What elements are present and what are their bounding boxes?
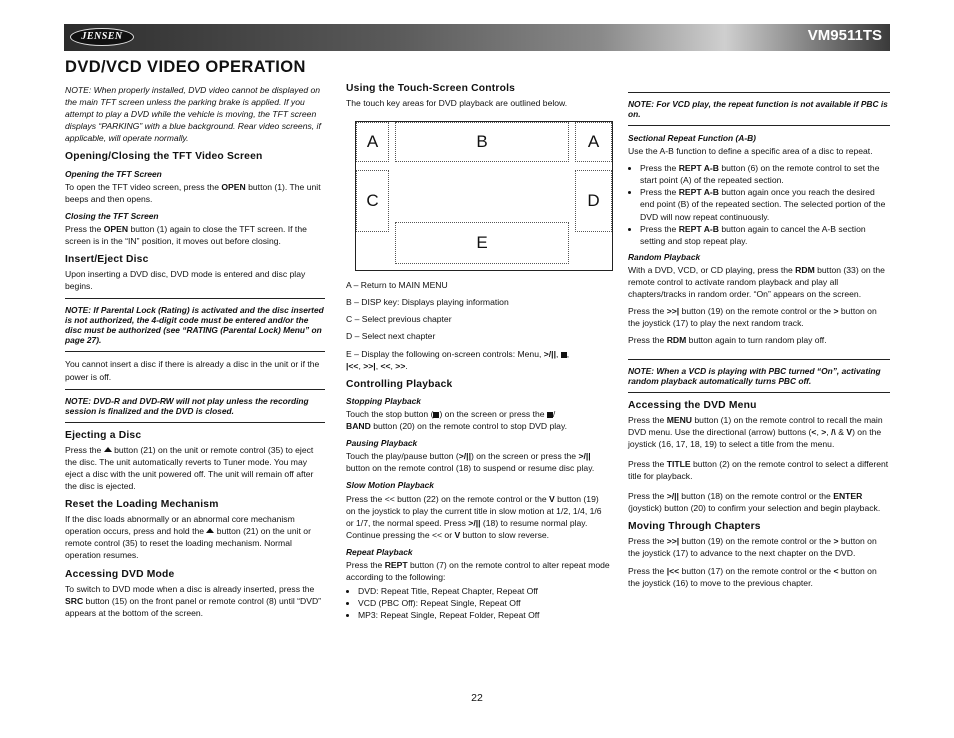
subheading-slow-motion: Slow Motion Playback [346, 480, 434, 491]
note-vcd: NOTE: For VCD play, the repeat function is not available if PBC is on. [628, 99, 888, 119]
paragraph-enter: Press the >/|| button (18) on the remote control or the ENTER (joystick) button (20) to confirm your selection and begin playback. [628, 491, 881, 514]
paragraph-opening: To open the TFT video screen, press the OPEN button (1). The unit beeps and then opens. [65, 181, 321, 204]
paragraph-stop: Touch the stop button ( ) on the screen or press the / BAND button (20) on the remote control to stop DVD play. [346, 408, 567, 432]
intro-note: NOTE: When properly installed, DVD video cannot be displayed on the main TFT screen unless the parking brake is applied. If you attempt to play a DVD while the vehicle is moving, the TFT screen displays “PARKING” with a blue background. Rear video screens, if applicable, will operate normally. [65, 85, 321, 144]
paragraph-access: To switch to DVD mode when a disc is already inserted, press the SRC button (15) on the front panel or remote control (8) until “DVD” appears at the bottom of the screen. [65, 583, 322, 618]
legend-d: D – Select next chapter [346, 331, 436, 342]
header-bar [64, 24, 890, 51]
column-3 [628, 90, 890, 594]
divider [628, 392, 890, 393]
paragraph-ejecting: Press the button (21) on the unit or remote control (35) to eject the disc. The unit automatically reverts to Tuner mode. You may eject a disc with the unit powered off. The unit will remain off after the disc is ejected. [65, 444, 314, 491]
paragraph-random: With a DVD, VCD, or CD playing, press the RDM button (33) on the remote control to activate random playback and play all chapters/tracks in random order. “On” appears on the screen. [628, 264, 885, 300]
heading-controlling: Controlling Playback [346, 378, 453, 390]
divider [65, 422, 325, 423]
legend-a: A – Return to MAIN MENU [346, 280, 448, 291]
divider [65, 351, 325, 352]
touch-zone-d: D [575, 170, 612, 232]
repeat-list [346, 585, 610, 621]
eject-icon [104, 447, 112, 452]
paragraph-next-chapter: Press the >>| button (19) on the remote control or the > button on the joystick (17) to advance to the next chapter on the DVD. [628, 536, 877, 559]
subheading-pausing: Pausing Playback [346, 438, 418, 449]
heading-ejecting: Ejecting a Disc [65, 429, 142, 441]
paragraph-insert: Upon inserting a DVD disc, DVD mode is entered and disc play begins. [65, 269, 306, 292]
list-item: • Press the REPT A-B button (6) on the remote control to set the start point (A) of the repeated section. [640, 162, 890, 186]
legend-b: B – DISP key: Displays playing information [346, 297, 509, 308]
legend-e: E – Display the following on-screen controls: Menu, >/||, , |<<, >>|, <<, >>. [346, 348, 570, 371]
paragraph-slow: Press the << button (22) on the remote control or the V button (19) on the joystick to play the current title in slow motion at 1/2, 1/4, 1/6 or 1/7, the normal speed. Press >/|| (18) to resume normal play. Continue pressing the << or V button to slow reverse. [346, 493, 602, 540]
legend-c: C – Select previous chapter [346, 314, 452, 325]
divider [628, 125, 890, 126]
heading-accessing-dvd-mode: Accessing DVD Mode [65, 568, 175, 580]
touch-zone-b: B [395, 122, 569, 162]
heading-dvd-menu: Accessing the DVD Menu [628, 399, 757, 411]
paragraph-pause: Touch the play/pause button (>/||) on the screen or press the >/|| button on the remote control (18) to suspend or resume disc play. [346, 451, 595, 474]
ab-list [628, 162, 890, 247]
list-item: • MP3: Repeat Single, Repeat Folder, Repeat Off [358, 609, 610, 621]
heading-open-close: Opening/Closing the TFT Video Screen [65, 151, 263, 163]
list-item: • Press the REPT A-B button again to cancel the A-B section setting and stop repeat play. [640, 223, 890, 247]
paragraph-random-next: Press the >>| button (19) on the remote control or the > button on the joystick (17) to play the next random track. [628, 306, 877, 329]
heading-insert-eject: Insert/Eject Disc [65, 254, 149, 266]
touch-zone-a-right: A [575, 122, 612, 162]
paragraph-closing: Press the OPEN button (1) again to close the TFT screen. If the screen is in the “IN” position, it moves out before closing. [65, 223, 307, 247]
note-pbc: NOTE: When a VCD is playing with PBC turned “On”, activating random playback automatically turns PBC off. [628, 365, 881, 386]
jensen-logo: JENSEN [70, 28, 134, 46]
paragraph-no-disc: You cannot insert a disc if there is already a disc in the unit or if the power is off. [65, 359, 320, 382]
subheading-opening: Opening the TFT Screen [65, 168, 162, 179]
touch-area-diagram [355, 121, 613, 271]
paragraph-touch: The touch key areas for DVD playback are outlined below. [346, 98, 568, 109]
divider [628, 359, 890, 360]
list-item: • Press the REPT A-B button again once you reach the desired end point (B) of the repeated section. The selected portion of the DVD will now repeat continuously. [640, 186, 890, 222]
subheading-ab: Sectional Repeat Function (A-B) [628, 133, 756, 143]
list-item: • VCD (PBC Off): Repeat Single, Repeat Off [358, 597, 610, 609]
heading-reset: Reset the Loading Mechanism [65, 499, 219, 511]
page-title: DVD/VCD VIDEO OPERATION [65, 58, 306, 76]
note-parental-lock: NOTE: If Parental Lock (Rating) is activated and the disc inserted is not authorized, the 4-digit code must be entered and/or the disc must be authorized (see “RATING (Parental Lock) Menu” on page 27). [65, 305, 324, 346]
column-1 [65, 84, 325, 624]
heading-touch-screen: Using the Touch-Screen Controls [346, 83, 516, 94]
heading-chapters: Moving Through Chapters [628, 521, 761, 533]
divider [628, 92, 890, 93]
paragraph-random-off: Press the RDM button again to turn random play off. [628, 335, 827, 346]
subheading-repeat: Repeat Playback [346, 546, 413, 557]
touch-zone-a-left: A [356, 122, 389, 162]
page-number: 22 [471, 692, 483, 704]
note-dvd-r: NOTE: DVD-R and DVD-RW will not play unless the recording session is finalized and the DVD is closed. [65, 395, 309, 416]
touch-zone-c: C [356, 170, 389, 232]
subheading-random: Random Playback [628, 251, 701, 262]
divider [65, 389, 325, 390]
touch-zone-e: E [395, 222, 569, 264]
paragraph-reset: If the disc loads abnormally or an abnormal core mechanism operation occurs, press and hold the button (21) on the unit or remote control (35) to reset the loading mechanism. Normal operation resumes. [65, 514, 311, 561]
model-number: VM9511TS [807, 27, 882, 44]
subheading-stopping: Stopping Playback [346, 395, 421, 406]
list-item: • DVD: Repeat Title, Repeat Chapter, Repeat Off [358, 585, 610, 597]
paragraph-title: Press the TITLE button (2) on the remote control to select a different title for playback. [628, 458, 889, 481]
subheading-closing: Closing the TFT Screen [65, 210, 159, 221]
divider [65, 298, 325, 299]
paragraph-ab: Use the A-B function to define a specific area of a disc to repeat. [628, 146, 873, 157]
paragraph-prev-chapter: Press the |<< button (17) on the remote control or the < button on the joystick (16) to move to the previous chapter. [628, 565, 877, 588]
paragraph-menu: Press the MENU button (1) on the remote control to recall the main DVD menu. Use the directional (arrow) buttons (<, >, /\ & V) on the joystick (16, 17, 18, 19) to select a title from the menu. [628, 414, 883, 449]
column-2 [346, 83, 610, 625]
paragraph-repeat: Press the REPT button (7) on the remote control to alter repeat mode according to the following: [346, 559, 610, 583]
